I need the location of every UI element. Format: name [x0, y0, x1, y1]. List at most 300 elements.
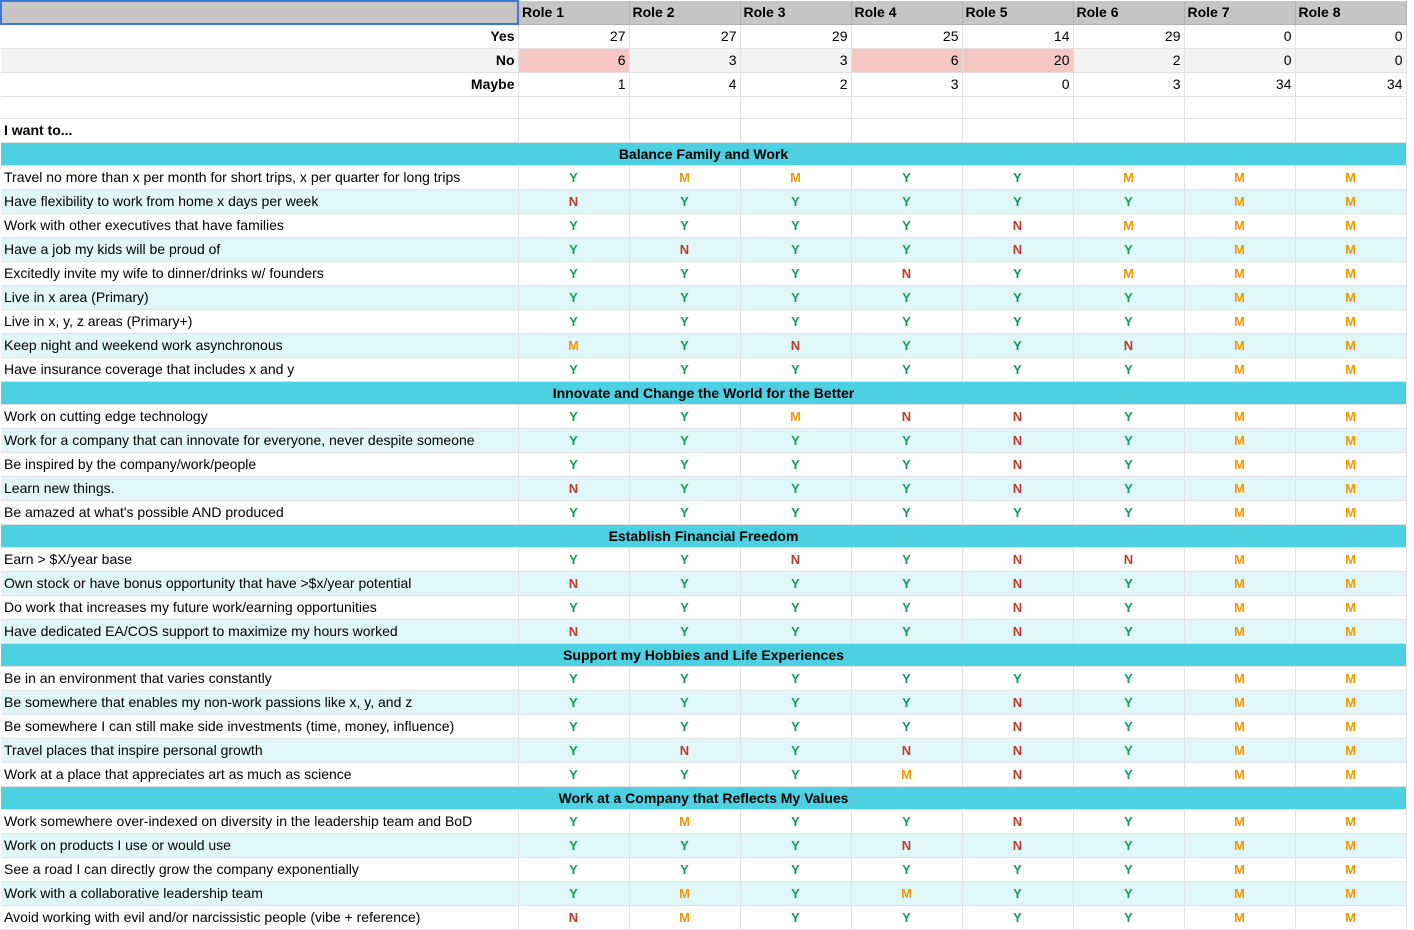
answer-cell[interactable]: Y: [629, 715, 740, 739]
answer-cell[interactable]: Y: [629, 834, 740, 858]
summary-count[interactable]: 3: [851, 73, 962, 97]
answer-cell[interactable]: Y: [740, 882, 851, 906]
answer-cell[interactable]: Y: [1073, 810, 1184, 834]
answer-cell[interactable]: Y: [518, 715, 629, 739]
criteria-text[interactable]: Work with a collaborative leadership team: [1, 882, 518, 906]
answer-cell[interactable]: M: [1295, 548, 1406, 572]
answer-cell[interactable]: N: [518, 477, 629, 501]
role-header[interactable]: Role 1: [518, 1, 629, 24]
answer-cell[interactable]: Y: [629, 763, 740, 787]
answer-cell[interactable]: N: [851, 739, 962, 763]
answer-cell[interactable]: Y: [851, 453, 962, 477]
answer-cell[interactable]: M: [1295, 358, 1406, 382]
summary-count[interactable]: 0: [962, 73, 1073, 97]
summary-count[interactable]: 29: [1073, 24, 1184, 49]
answer-cell[interactable]: Y: [740, 834, 851, 858]
empty-cell[interactable]: [851, 97, 962, 119]
role-header[interactable]: Role 3: [740, 1, 851, 24]
empty-cell[interactable]: [962, 97, 1073, 119]
role-header[interactable]: Role 5: [962, 1, 1073, 24]
criteria-text[interactable]: Be somewhere I can still make side investments (time, money, influence): [1, 715, 518, 739]
criteria-text[interactable]: Do work that increases my future work/earning opportunities: [1, 596, 518, 620]
summary-count[interactable]: 6: [518, 49, 629, 73]
answer-cell[interactable]: M: [1184, 691, 1295, 715]
summary-count[interactable]: 3: [629, 49, 740, 73]
answer-cell[interactable]: M: [851, 882, 962, 906]
summary-count[interactable]: 25: [851, 24, 962, 49]
summary-count[interactable]: 1: [518, 73, 629, 97]
answer-cell[interactable]: Y: [518, 262, 629, 286]
answer-cell[interactable]: M: [1184, 429, 1295, 453]
answer-cell[interactable]: Y: [518, 596, 629, 620]
criteria-text[interactable]: Be in an environment that varies constantly: [1, 667, 518, 691]
answer-cell[interactable]: Y: [740, 190, 851, 214]
answer-cell[interactable]: N: [962, 763, 1073, 787]
answer-cell[interactable]: Y: [851, 334, 962, 358]
answer-cell[interactable]: M: [1295, 214, 1406, 238]
answer-cell[interactable]: M: [1295, 310, 1406, 334]
answer-cell[interactable]: N: [629, 238, 740, 262]
answer-cell[interactable]: M: [1073, 262, 1184, 286]
role-header[interactable]: Role 6: [1073, 1, 1184, 24]
answer-cell[interactable]: N: [851, 405, 962, 429]
answer-cell[interactable]: Y: [629, 286, 740, 310]
answer-cell[interactable]: Y: [518, 453, 629, 477]
criteria-text[interactable]: Live in x, y, z areas (Primary+): [1, 310, 518, 334]
empty-cell[interactable]: [518, 119, 629, 143]
empty-cell[interactable]: [740, 97, 851, 119]
answer-cell[interactable]: Y: [962, 667, 1073, 691]
section-title[interactable]: Balance Family and Work: [1, 143, 1406, 166]
summary-count[interactable]: 27: [629, 24, 740, 49]
answer-cell[interactable]: Y: [518, 429, 629, 453]
summary-count[interactable]: 3: [740, 49, 851, 73]
answer-cell[interactable]: M: [1184, 906, 1295, 930]
answer-cell[interactable]: Y: [740, 715, 851, 739]
answer-cell[interactable]: Y: [851, 214, 962, 238]
answer-cell[interactable]: Y: [518, 739, 629, 763]
criteria-text[interactable]: Work at a place that appreciates art as much as science: [1, 763, 518, 787]
empty-cell[interactable]: [1, 97, 518, 119]
answer-cell[interactable]: Y: [851, 238, 962, 262]
answer-cell[interactable]: Y: [629, 310, 740, 334]
summary-count[interactable]: 6: [851, 49, 962, 73]
empty-cell[interactable]: [740, 119, 851, 143]
answer-cell[interactable]: Y: [1073, 453, 1184, 477]
answer-cell[interactable]: M: [1184, 238, 1295, 262]
empty-cell[interactable]: [1184, 97, 1295, 119]
criteria-text[interactable]: Be inspired by the company/work/people: [1, 453, 518, 477]
answer-cell[interactable]: Y: [629, 596, 740, 620]
answer-cell[interactable]: Y: [518, 763, 629, 787]
answer-cell[interactable]: Y: [740, 763, 851, 787]
answer-cell[interactable]: Y: [740, 739, 851, 763]
answer-cell[interactable]: Y: [629, 501, 740, 525]
criteria-text[interactable]: Have flexibility to work from home x days per week: [1, 190, 518, 214]
answer-cell[interactable]: Y: [740, 310, 851, 334]
answer-cell[interactable]: Y: [1073, 477, 1184, 501]
answer-cell[interactable]: Y: [518, 405, 629, 429]
answer-cell[interactable]: Y: [629, 453, 740, 477]
answer-cell[interactable]: Y: [962, 501, 1073, 525]
answer-cell[interactable]: M: [1073, 214, 1184, 238]
answer-cell[interactable]: M: [1184, 667, 1295, 691]
answer-cell[interactable]: M: [1295, 620, 1406, 644]
summary-count[interactable]: 27: [518, 24, 629, 49]
answer-cell[interactable]: M: [1295, 166, 1406, 190]
summary-count[interactable]: 34: [1295, 73, 1406, 97]
answer-cell[interactable]: Y: [629, 858, 740, 882]
answer-cell[interactable]: M: [1184, 405, 1295, 429]
answer-cell[interactable]: Y: [962, 310, 1073, 334]
answer-cell[interactable]: Y: [518, 691, 629, 715]
answer-cell[interactable]: M: [1184, 477, 1295, 501]
answer-cell[interactable]: Y: [518, 214, 629, 238]
answer-cell[interactable]: Y: [518, 667, 629, 691]
summary-count[interactable]: 14: [962, 24, 1073, 49]
answer-cell[interactable]: N: [962, 596, 1073, 620]
answer-cell[interactable]: Y: [851, 166, 962, 190]
summary-count[interactable]: 4: [629, 73, 740, 97]
answer-cell[interactable]: M: [1184, 739, 1295, 763]
section-title[interactable]: Work at a Company that Reflects My Values: [1, 787, 1406, 810]
answer-cell[interactable]: M: [1184, 166, 1295, 190]
answer-cell[interactable]: Y: [1073, 358, 1184, 382]
answer-cell[interactable]: Y: [851, 358, 962, 382]
answer-cell[interactable]: Y: [851, 190, 962, 214]
answer-cell[interactable]: Y: [1073, 715, 1184, 739]
criteria-text[interactable]: Work for a company that can innovate for everyone, never despite someone: [1, 429, 518, 453]
answer-cell[interactable]: Y: [740, 596, 851, 620]
answer-cell[interactable]: N: [962, 238, 1073, 262]
criteria-text[interactable]: Travel no more than x per month for short trips, x per quarter for long trips: [1, 166, 518, 190]
answer-cell[interactable]: M: [629, 810, 740, 834]
answer-cell[interactable]: M: [1184, 358, 1295, 382]
summary-count[interactable]: 29: [740, 24, 851, 49]
answer-cell[interactable]: N: [518, 572, 629, 596]
answer-cell[interactable]: Y: [851, 620, 962, 644]
answer-cell[interactable]: Y: [740, 429, 851, 453]
summary-count[interactable]: 0: [1295, 49, 1406, 73]
answer-cell[interactable]: M: [1295, 763, 1406, 787]
answer-cell[interactable]: Y: [629, 190, 740, 214]
answer-cell[interactable]: Y: [851, 691, 962, 715]
answer-cell[interactable]: M: [1295, 691, 1406, 715]
answer-cell[interactable]: Y: [740, 858, 851, 882]
answer-cell[interactable]: Y: [851, 667, 962, 691]
answer-cell[interactable]: Y: [1073, 620, 1184, 644]
answer-cell[interactable]: Y: [962, 166, 1073, 190]
answer-cell[interactable]: M: [851, 763, 962, 787]
answer-cell[interactable]: Y: [629, 358, 740, 382]
summary-count[interactable]: 20: [962, 49, 1073, 73]
answer-cell[interactable]: Y: [740, 453, 851, 477]
answer-cell[interactable]: Y: [740, 572, 851, 596]
answer-cell[interactable]: Y: [851, 310, 962, 334]
answer-cell[interactable]: M: [1184, 882, 1295, 906]
answer-cell[interactable]: N: [962, 810, 1073, 834]
criteria-text[interactable]: Excitedly invite my wife to dinner/drinks w/ founders: [1, 262, 518, 286]
selected-cell[interactable]: [1, 1, 518, 24]
answer-cell[interactable]: Y: [740, 810, 851, 834]
answer-cell[interactable]: Y: [851, 477, 962, 501]
answer-cell[interactable]: M: [1295, 906, 1406, 930]
answer-cell[interactable]: M: [1184, 763, 1295, 787]
answer-cell[interactable]: Y: [629, 572, 740, 596]
answer-cell[interactable]: M: [1295, 596, 1406, 620]
answer-cell[interactable]: Y: [518, 548, 629, 572]
answer-cell[interactable]: M: [1184, 190, 1295, 214]
answer-cell[interactable]: Y: [1073, 286, 1184, 310]
answer-cell[interactable]: Y: [629, 405, 740, 429]
answer-cell[interactable]: Y: [629, 429, 740, 453]
answer-cell[interactable]: M: [1184, 834, 1295, 858]
answer-cell[interactable]: M: [1184, 334, 1295, 358]
answer-cell[interactable]: M: [1295, 477, 1406, 501]
summary-count[interactable]: 2: [740, 73, 851, 97]
empty-cell[interactable]: [851, 119, 962, 143]
summary-label[interactable]: Yes: [1, 24, 518, 49]
summary-label[interactable]: Maybe: [1, 73, 518, 97]
answer-cell[interactable]: Y: [629, 334, 740, 358]
answer-cell[interactable]: Y: [629, 477, 740, 501]
answer-cell[interactable]: N: [962, 453, 1073, 477]
answer-cell[interactable]: Y: [518, 166, 629, 190]
answer-cell[interactable]: N: [851, 834, 962, 858]
answer-cell[interactable]: Y: [851, 810, 962, 834]
answer-cell[interactable]: M: [1295, 858, 1406, 882]
answer-cell[interactable]: Y: [629, 667, 740, 691]
answer-cell[interactable]: M: [1184, 453, 1295, 477]
answer-cell[interactable]: Y: [740, 238, 851, 262]
answer-cell[interactable]: Y: [740, 214, 851, 238]
criteria-text[interactable]: Have a job my kids will be proud of: [1, 238, 518, 262]
empty-cell[interactable]: [518, 97, 629, 119]
answer-cell[interactable]: M: [1184, 286, 1295, 310]
answer-cell[interactable]: M: [740, 405, 851, 429]
answer-cell[interactable]: Y: [962, 286, 1073, 310]
criteria-text[interactable]: Have insurance coverage that includes x and y: [1, 358, 518, 382]
answer-cell[interactable]: M: [1295, 810, 1406, 834]
empty-cell[interactable]: [1295, 97, 1406, 119]
answer-cell[interactable]: N: [962, 214, 1073, 238]
answer-cell[interactable]: Y: [962, 882, 1073, 906]
answer-cell[interactable]: Y: [851, 501, 962, 525]
answer-cell[interactable]: N: [518, 190, 629, 214]
answer-cell[interactable]: Y: [629, 262, 740, 286]
answer-cell[interactable]: Y: [740, 691, 851, 715]
answer-cell[interactable]: Y: [962, 906, 1073, 930]
criteria-text[interactable]: Work on cutting edge technology: [1, 405, 518, 429]
answer-cell[interactable]: Y: [851, 715, 962, 739]
criteria-text[interactable]: Live in x area (Primary): [1, 286, 518, 310]
answer-cell[interactable]: Y: [1073, 763, 1184, 787]
answer-cell[interactable]: Y: [1073, 739, 1184, 763]
answer-cell[interactable]: N: [740, 334, 851, 358]
answer-cell[interactable]: Y: [518, 238, 629, 262]
answer-cell[interactable]: Y: [740, 286, 851, 310]
answer-cell[interactable]: Y: [1073, 691, 1184, 715]
answer-cell[interactable]: Y: [962, 858, 1073, 882]
answer-cell[interactable]: Y: [851, 906, 962, 930]
section-title[interactable]: Establish Financial Freedom: [1, 525, 1406, 548]
answer-cell[interactable]: M: [1295, 667, 1406, 691]
answer-cell[interactable]: M: [1295, 715, 1406, 739]
answer-cell[interactable]: Y: [629, 620, 740, 644]
criteria-text[interactable]: Be amazed at what's possible AND produced: [1, 501, 518, 525]
criteria-text[interactable]: Be somewhere that enables my non-work passions like x, y, and z: [1, 691, 518, 715]
answer-cell[interactable]: M: [1295, 334, 1406, 358]
answer-cell[interactable]: Y: [1073, 882, 1184, 906]
answer-cell[interactable]: Y: [1073, 834, 1184, 858]
role-header[interactable]: Role 2: [629, 1, 740, 24]
criteria-text[interactable]: Work somewhere over-indexed on diversity in the leadership team and BoD: [1, 810, 518, 834]
answer-cell[interactable]: Y: [851, 572, 962, 596]
answer-cell[interactable]: M: [1184, 858, 1295, 882]
answer-cell[interactable]: N: [962, 405, 1073, 429]
answer-cell[interactable]: M: [1184, 501, 1295, 525]
intro-label[interactable]: I want to...: [1, 119, 518, 143]
answer-cell[interactable]: M: [1295, 882, 1406, 906]
answer-cell[interactable]: N: [629, 739, 740, 763]
answer-cell[interactable]: Y: [1073, 429, 1184, 453]
answer-cell[interactable]: Y: [629, 548, 740, 572]
role-header[interactable]: Role 4: [851, 1, 962, 24]
criteria-text[interactable]: Avoid working with evil and/or narcissistic people (vibe + reference): [1, 906, 518, 930]
answer-cell[interactable]: N: [962, 620, 1073, 644]
summary-count[interactable]: 0: [1184, 49, 1295, 73]
summary-count[interactable]: 34: [1184, 73, 1295, 97]
answer-cell[interactable]: M: [1184, 810, 1295, 834]
answer-cell[interactable]: Y: [962, 262, 1073, 286]
role-header[interactable]: Role 7: [1184, 1, 1295, 24]
answer-cell[interactable]: M: [1295, 286, 1406, 310]
criteria-text[interactable]: Work with other executives that have families: [1, 214, 518, 238]
answer-cell[interactable]: Y: [518, 358, 629, 382]
summary-label[interactable]: No: [1, 49, 518, 73]
answer-cell[interactable]: N: [518, 906, 629, 930]
answer-cell[interactable]: N: [1073, 334, 1184, 358]
answer-cell[interactable]: Y: [740, 501, 851, 525]
answer-cell[interactable]: Y: [518, 858, 629, 882]
answer-cell[interactable]: Y: [851, 858, 962, 882]
criteria-text[interactable]: Work on products I use or would use: [1, 834, 518, 858]
role-header[interactable]: Role 8: [1295, 1, 1406, 24]
summary-count[interactable]: 3: [1073, 73, 1184, 97]
answer-cell[interactable]: M: [1295, 262, 1406, 286]
answer-cell[interactable]: M: [629, 882, 740, 906]
criteria-text[interactable]: Have dedicated EA/COS support to maximize my hours worked: [1, 620, 518, 644]
answer-cell[interactable]: Y: [518, 810, 629, 834]
answer-cell[interactable]: Y: [740, 358, 851, 382]
answer-cell[interactable]: Y: [740, 477, 851, 501]
answer-cell[interactable]: M: [1184, 548, 1295, 572]
answer-cell[interactable]: Y: [1073, 572, 1184, 596]
empty-cell[interactable]: [1295, 119, 1406, 143]
answer-cell[interactable]: Y: [962, 334, 1073, 358]
answer-cell[interactable]: M: [1073, 166, 1184, 190]
empty-cell[interactable]: [629, 119, 740, 143]
answer-cell[interactable]: Y: [1073, 858, 1184, 882]
answer-cell[interactable]: M: [1295, 501, 1406, 525]
answer-cell[interactable]: M: [629, 906, 740, 930]
empty-cell[interactable]: [1073, 97, 1184, 119]
answer-cell[interactable]: Y: [1073, 906, 1184, 930]
answer-cell[interactable]: M: [1184, 596, 1295, 620]
answer-cell[interactable]: Y: [518, 882, 629, 906]
answer-cell[interactable]: M: [1295, 405, 1406, 429]
answer-cell[interactable]: Y: [740, 906, 851, 930]
empty-cell[interactable]: [962, 119, 1073, 143]
answer-cell[interactable]: Y: [518, 834, 629, 858]
criteria-text[interactable]: Keep night and weekend work asynchronous: [1, 334, 518, 358]
answer-cell[interactable]: Y: [1073, 238, 1184, 262]
empty-cell[interactable]: [1073, 119, 1184, 143]
section-title[interactable]: Innovate and Change the World for the Better: [1, 382, 1406, 405]
summary-count[interactable]: 0: [1295, 24, 1406, 49]
answer-cell[interactable]: Y: [629, 214, 740, 238]
answer-cell[interactable]: N: [962, 715, 1073, 739]
answer-cell[interactable]: Y: [1073, 190, 1184, 214]
answer-cell[interactable]: Y: [1073, 310, 1184, 334]
answer-cell[interactable]: M: [740, 166, 851, 190]
answer-cell[interactable]: Y: [1073, 596, 1184, 620]
answer-cell[interactable]: N: [518, 620, 629, 644]
criteria-text[interactable]: See a road I can directly grow the company exponentially: [1, 858, 518, 882]
answer-cell[interactable]: N: [962, 572, 1073, 596]
summary-count[interactable]: 2: [1073, 49, 1184, 73]
criteria-text[interactable]: Earn > $X/year base: [1, 548, 518, 572]
answer-cell[interactable]: N: [1073, 548, 1184, 572]
answer-cell[interactable]: N: [740, 548, 851, 572]
answer-cell[interactable]: N: [962, 691, 1073, 715]
answer-cell[interactable]: Y: [740, 667, 851, 691]
answer-cell[interactable]: Y: [1073, 501, 1184, 525]
answer-cell[interactable]: M: [1184, 620, 1295, 644]
answer-cell[interactable]: Y: [629, 691, 740, 715]
answer-cell[interactable]: M: [1184, 262, 1295, 286]
answer-cell[interactable]: Y: [851, 429, 962, 453]
answer-cell[interactable]: M: [1184, 572, 1295, 596]
answer-cell[interactable]: N: [962, 477, 1073, 501]
answer-cell[interactable]: M: [1295, 238, 1406, 262]
answer-cell[interactable]: Y: [518, 310, 629, 334]
criteria-text[interactable]: Travel places that inspire personal growth: [1, 739, 518, 763]
answer-cell[interactable]: M: [1184, 715, 1295, 739]
answer-cell[interactable]: M: [1295, 572, 1406, 596]
answer-cell[interactable]: N: [851, 262, 962, 286]
answer-cell[interactable]: M: [1295, 834, 1406, 858]
answer-cell[interactable]: M: [1295, 190, 1406, 214]
answer-cell[interactable]: M: [1184, 310, 1295, 334]
empty-cell[interactable]: [1184, 119, 1295, 143]
answer-cell[interactable]: Y: [962, 358, 1073, 382]
empty-cell[interactable]: [629, 97, 740, 119]
answer-cell[interactable]: Y: [740, 262, 851, 286]
answer-cell[interactable]: M: [1295, 429, 1406, 453]
answer-cell[interactable]: Y: [851, 548, 962, 572]
criteria-text[interactable]: Learn new things.: [1, 477, 518, 501]
answer-cell[interactable]: Y: [851, 596, 962, 620]
answer-cell[interactable]: Y: [740, 620, 851, 644]
answer-cell[interactable]: M: [518, 334, 629, 358]
answer-cell[interactable]: Y: [1073, 405, 1184, 429]
answer-cell[interactable]: N: [962, 429, 1073, 453]
answer-cell[interactable]: Y: [518, 286, 629, 310]
summary-count[interactable]: 0: [1184, 24, 1295, 49]
answer-cell[interactable]: Y: [851, 286, 962, 310]
answer-cell[interactable]: Y: [962, 190, 1073, 214]
